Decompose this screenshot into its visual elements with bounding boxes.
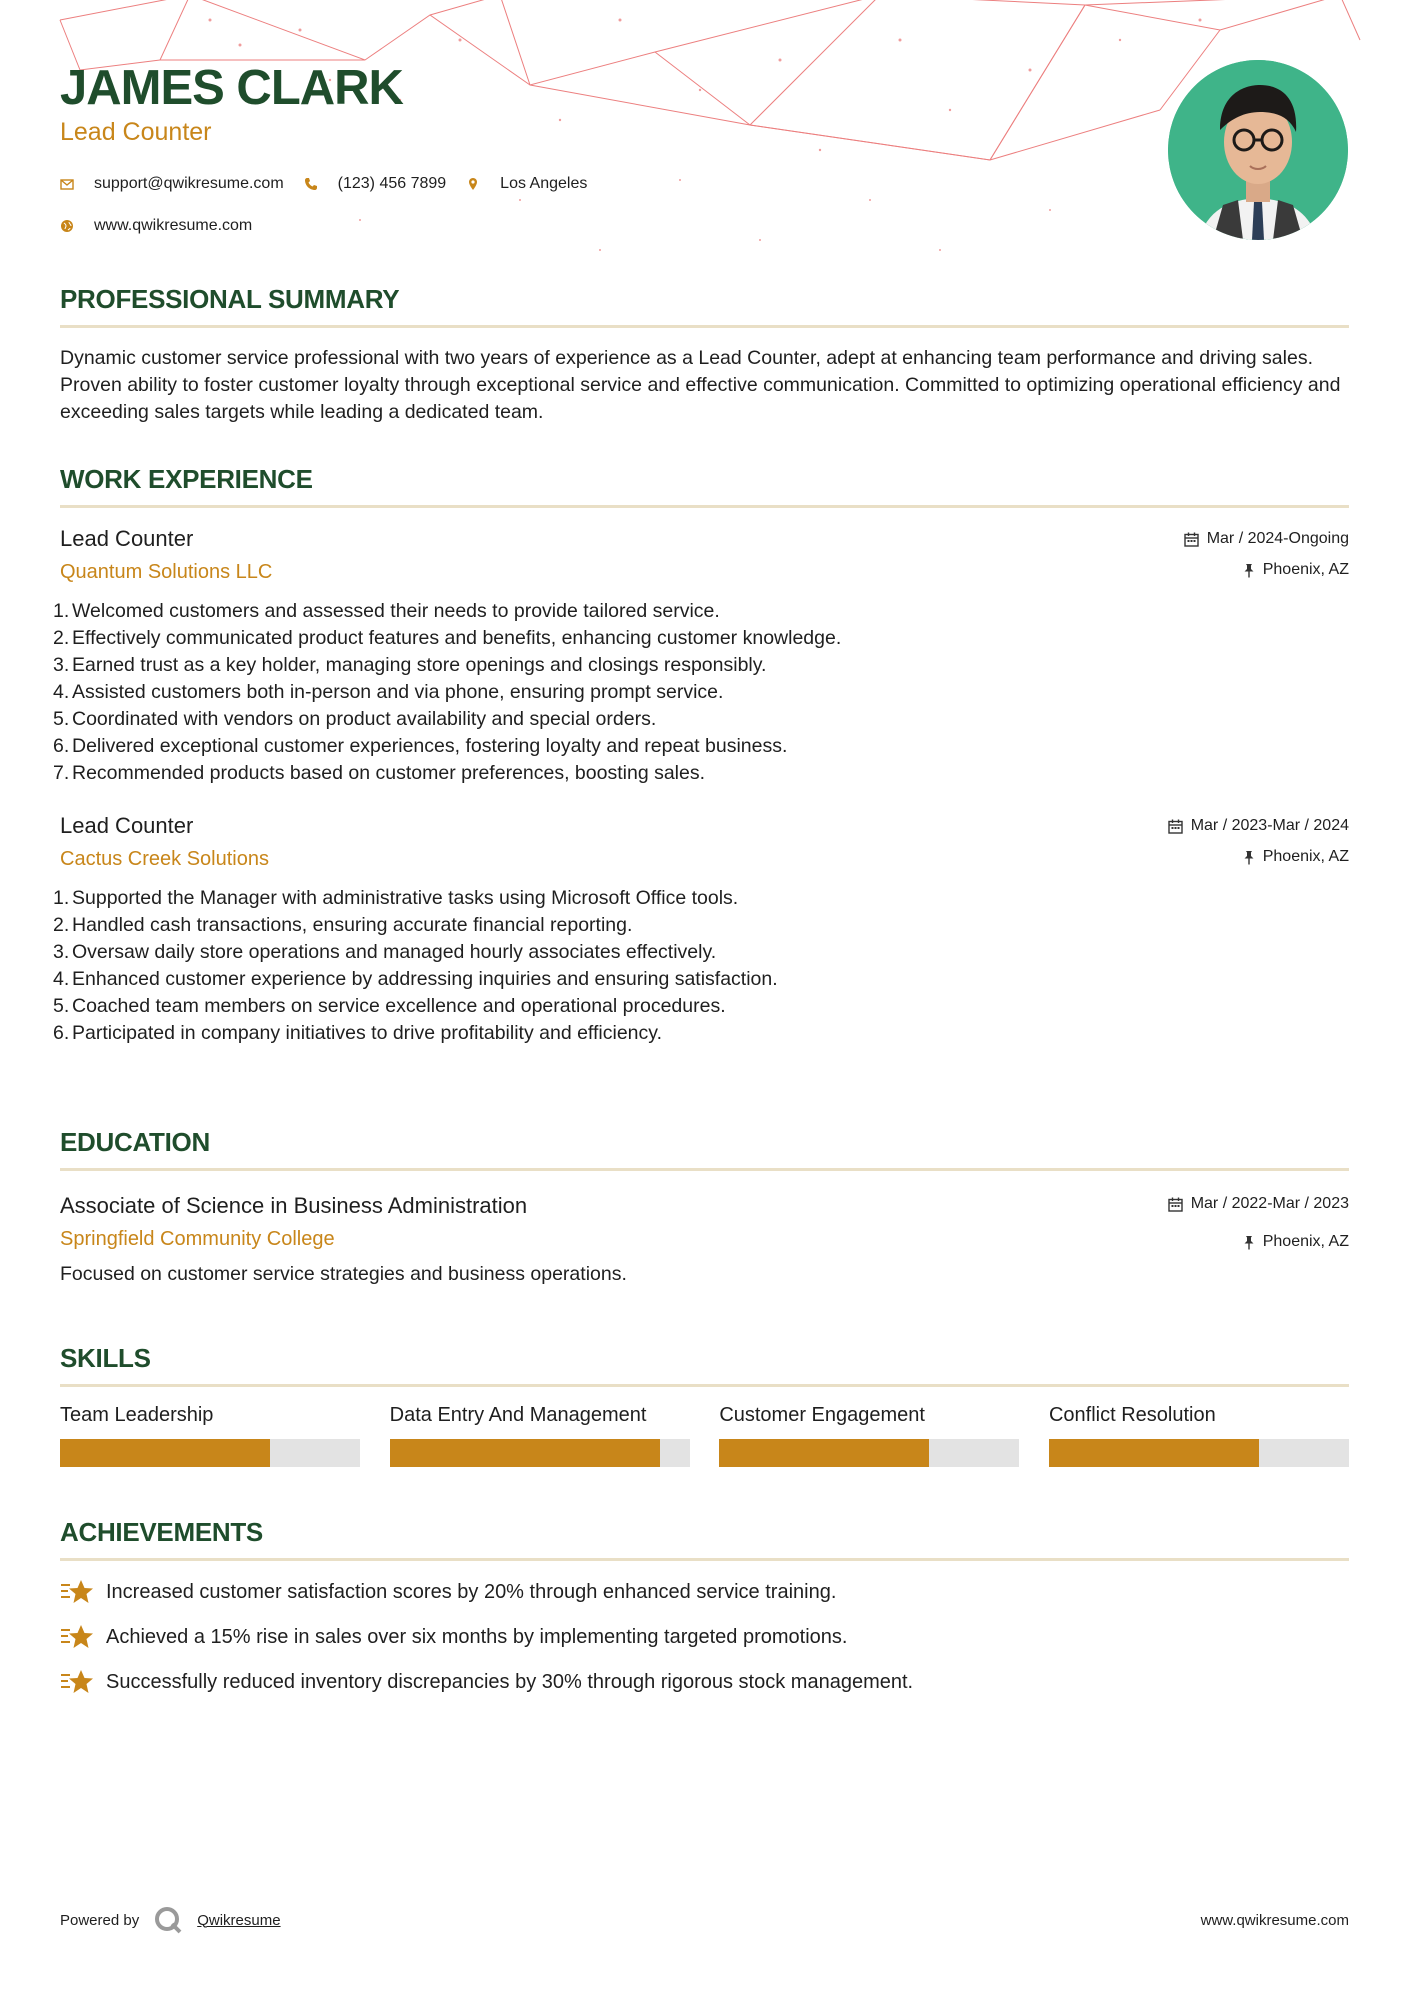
education-meta bbox=[1168, 1193, 1349, 1262]
skill-item bbox=[60, 1401, 360, 1467]
job-dates bbox=[1168, 815, 1349, 837]
contact-row bbox=[60, 214, 607, 238]
job-title: Lead Counter bbox=[60, 526, 194, 551]
list-item: 6. Participated in company initiatives to drive profitability and efficiency. bbox=[53, 1022, 662, 1044]
list-item: 4. Enhanced customer experience by addressing inquiries and ensuring satisfaction. bbox=[53, 968, 778, 990]
list-item: 2. Effectively communicated product features and benefits, enhancing customer knowledge. bbox=[53, 627, 842, 649]
section-title: PROFESSIONAL SUMMARY bbox=[60, 284, 400, 314]
globe-icon bbox=[60, 219, 74, 233]
website-text: www.qwikresume.com bbox=[94, 217, 253, 234]
list-item: 3. Earned trust as a key holder, managing store openings and closings responsibly. bbox=[53, 654, 767, 676]
skill-item bbox=[1049, 1401, 1349, 1467]
skill-bar bbox=[719, 1439, 1019, 1467]
education-entry bbox=[60, 1191, 1349, 1288]
contact-email[interactable] bbox=[60, 175, 284, 193]
list-item: 7. Recommended products based on customer preferences, boosting sales. bbox=[53, 762, 706, 784]
contact-info bbox=[60, 172, 607, 256]
powered-by-label: Powered by bbox=[60, 1911, 140, 1929]
achievement-item bbox=[60, 1667, 1349, 1697]
section-title: EDUCATION bbox=[60, 1127, 210, 1157]
job-company: Cactus Creek Solutions bbox=[60, 848, 269, 870]
skill-label: Team Leadership bbox=[60, 1404, 214, 1426]
profile-photo bbox=[1168, 60, 1348, 240]
job-dates-text: Mar / 2024-Ongoing bbox=[1206, 530, 1349, 547]
job-location bbox=[1184, 559, 1349, 581]
section-title: WORK EXPERIENCE bbox=[60, 464, 313, 494]
job-entry bbox=[53, 524, 1349, 787]
resume-header bbox=[60, 58, 403, 148]
list-item: 1. Supported the Manager with administrative tasks using Microsoft Office tools. bbox=[53, 887, 739, 909]
education-description: Focused on customer service strategies and business operations. bbox=[60, 1263, 627, 1285]
section-title: ACHIEVEMENTS bbox=[60, 1517, 263, 1547]
achievement-item bbox=[60, 1622, 1349, 1652]
skill-bar bbox=[1049, 1439, 1349, 1467]
skill-label: Data Entry And Management bbox=[389, 1404, 647, 1426]
skill-bar bbox=[390, 1439, 690, 1467]
job-bullets bbox=[53, 598, 1349, 787]
school-name: Springfield Community College bbox=[60, 1228, 335, 1250]
skill-label: Customer Engagement bbox=[719, 1404, 925, 1426]
skill-item bbox=[390, 1401, 690, 1467]
calendar-icon bbox=[1168, 819, 1183, 834]
skill-bar-fill bbox=[60, 1439, 270, 1467]
job-entry bbox=[53, 811, 1349, 1047]
calendar-icon bbox=[1168, 1197, 1183, 1212]
contact-location bbox=[466, 175, 587, 193]
list-item: 4. Assisted customers both in-person and via phone, ensuring prompt service. bbox=[53, 681, 724, 703]
skill-bar-fill bbox=[390, 1439, 660, 1467]
experience-section bbox=[53, 463, 1349, 1047]
achievement-text: Increased customer satisfaction scores by 20% through enhanced service training. bbox=[106, 1580, 837, 1603]
star-icon bbox=[60, 1667, 94, 1697]
job-location-text: Phoenix, AZ bbox=[1262, 561, 1349, 578]
list-item: 5. Coordinated with vendors on product availability and special orders. bbox=[53, 708, 657, 730]
skill-bar bbox=[60, 1439, 360, 1467]
achievement-text: Successfully reduced inventory discrepancies by 30% through rigorous stock management. bbox=[106, 1670, 914, 1693]
section-divider bbox=[60, 1384, 1349, 1387]
skill-bar-fill bbox=[719, 1439, 929, 1467]
pushpin-icon bbox=[1243, 563, 1255, 578]
education-dates-text: Mar / 2022-Mar / 2023 bbox=[1190, 1195, 1349, 1212]
location-text: Los Angeles bbox=[500, 175, 588, 192]
section-title: SKILLS bbox=[60, 1343, 151, 1373]
list-item: 6. Delivered exceptional customer experiences, fostering loyalty and repeat business. bbox=[53, 735, 788, 757]
list-item: 1. Welcomed customers and assessed their needs to provide tailored service. bbox=[53, 600, 720, 622]
education-section bbox=[60, 1126, 1349, 1288]
degree-title: Associate of Science in Business Administration bbox=[60, 1193, 528, 1218]
list-item: 2. Handled cash transactions, ensuring accurate financial reporting. bbox=[53, 914, 633, 936]
list-item: 5. Coached team members on service excellence and operational procedures. bbox=[53, 995, 726, 1017]
phone-text: (123) 456 7899 bbox=[337, 175, 447, 192]
skill-label: Conflict Resolution bbox=[1048, 1404, 1216, 1426]
skills-list bbox=[60, 1401, 1349, 1467]
map-pin-icon bbox=[466, 177, 480, 191]
skill-item bbox=[719, 1401, 1019, 1467]
summary-text: Dynamic customer service professional with two years of experience as a Lead Counter, adept at enhancing team performance and driving sales. Proven ability to foster customer loyalty through exceptional service and effective communication. Committed to optimizing operational efficiency and exceeding sales targets while leading a dedicated team. bbox=[60, 347, 1341, 423]
education-location bbox=[1168, 1231, 1349, 1253]
phone-icon bbox=[304, 177, 318, 191]
email-text: support@qwikresume.com bbox=[94, 175, 284, 192]
job-title: Lead Counter bbox=[60, 813, 194, 838]
candidate-name: JAMES CLARK bbox=[60, 61, 403, 115]
qwikresume-logo-icon bbox=[153, 1905, 183, 1935]
brand-link[interactable]: Qwikresume bbox=[197, 1911, 281, 1929]
job-location-text: Phoenix, AZ bbox=[1262, 848, 1349, 865]
contact-row bbox=[60, 172, 607, 196]
star-icon bbox=[60, 1622, 94, 1652]
summary-section bbox=[60, 283, 1349, 426]
skill-bar-fill bbox=[1049, 1439, 1259, 1467]
education-location-text: Phoenix, AZ bbox=[1262, 1233, 1349, 1250]
contact-phone[interactable] bbox=[304, 175, 447, 193]
section-divider bbox=[60, 505, 1349, 508]
job-dates-text: Mar / 2023-Mar / 2024 bbox=[1190, 817, 1349, 834]
profile-portrait bbox=[1168, 60, 1348, 240]
section-divider bbox=[60, 1558, 1349, 1561]
achievement-text: Achieved a 15% rise in sales over six months by implementing targeted promotions. bbox=[106, 1625, 848, 1648]
job-meta bbox=[1184, 528, 1349, 590]
education-dates bbox=[1168, 1193, 1349, 1215]
list-item: 3. Oversaw daily store operations and managed hourly associates effectively. bbox=[53, 941, 717, 963]
candidate-role: Lead Counter bbox=[60, 118, 212, 146]
calendar-icon bbox=[1184, 532, 1199, 547]
contact-website[interactable] bbox=[60, 217, 252, 235]
footer-website[interactable]: www.qwikresume.com bbox=[1200, 1911, 1349, 1929]
job-company: Quantum Solutions LLC bbox=[60, 561, 273, 583]
job-meta bbox=[1168, 815, 1349, 877]
pushpin-icon bbox=[1243, 1235, 1255, 1250]
job-dates bbox=[1184, 528, 1349, 550]
pushpin-icon bbox=[1243, 850, 1255, 865]
skills-section bbox=[60, 1342, 1349, 1467]
envelope-icon bbox=[60, 177, 74, 191]
achievement-item bbox=[60, 1577, 1349, 1607]
section-divider bbox=[60, 325, 1349, 328]
achievements-section bbox=[60, 1516, 1349, 1712]
job-location bbox=[1168, 846, 1349, 868]
achievements-list bbox=[60, 1577, 1349, 1697]
job-bullets bbox=[53, 885, 1349, 1047]
section-divider bbox=[60, 1168, 1349, 1171]
footer bbox=[60, 1900, 1349, 1940]
star-icon bbox=[60, 1577, 94, 1607]
